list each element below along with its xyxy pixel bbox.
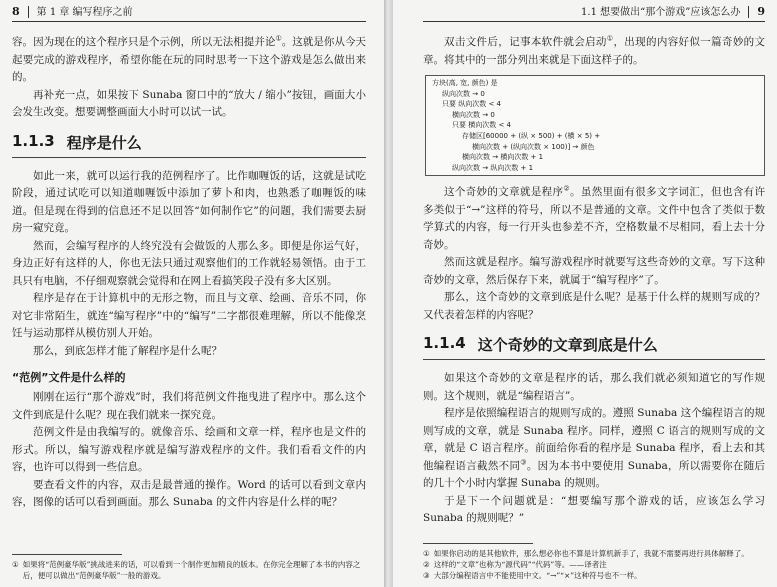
body-paragraph: 那么，到底怎样才能了解程序是什么呢？ xyxy=(33,344,222,357)
code-line: 方块(高, 宽, 颜色) 是 xyxy=(432,79,498,87)
code-line: 横向次数 + (纵向次数 × 100)] → 颜色 xyxy=(472,142,595,151)
body-paragraph: 如果这个奇妙的文章是程序的话，那么我们就必须知道它的写作规则。这个规则，就是“编程语言”。 xyxy=(423,372,765,402)
section-number: 1.1.4 xyxy=(423,334,466,353)
code-line: 横向次数 → 横向次数 + 1 xyxy=(462,153,544,162)
footnote: ② 这样的“文章”也称为“源代码”“代码”等。——译者注 xyxy=(423,560,607,569)
footnote: ① 如果将“范例豪华版”挑战进来的话，可以看到一个制作更加精良的版本。在你完全理解了本书的内容之后，便可以做出“范例豪华版”一般的游戏。 xyxy=(12,560,361,580)
intro-paragraph-2: 再补充一点，如果按下 Sunaba 窗口中的“放大 / 缩小”按钮，画面大小会发生改变。想要调整画面大小时可以试一试。 xyxy=(12,88,366,118)
footnote: ③ 大部分编程语言中不能使用中文。“→”“×”这种符号也不一样。 xyxy=(423,571,642,580)
body-paragraph: 程序是依照编程语言的规则写成的。遵照 Sunaba 这个编程语言的规则写成的文章，就是 Sunaba 程序。同样，遵照 C 语言的规则写成的文章，就是 C 语言程序。前面给你看的程序是 Sunaba 程序，看上去和其他编程语言截然不同③。因为本书中要使用 Sunaba，所以需要你在随后的几十个小时内掌握 Sunaba 的规则。 xyxy=(423,407,766,490)
code-line: 横向次数 → 0 xyxy=(452,110,495,119)
section-title: 程序是什么 xyxy=(66,133,142,152)
body-paragraph: 然而，会编写程序的人终究没有会做饭的人那么多。即便是你运气好，身边正好有这样的人，你也无法只通过观察他们的工作就轻易领悟。由于工具只有电脑，不仔细观察就会觉得和在网上看搞笑段子没有多大区别。 xyxy=(12,239,366,287)
section-heading-1-1-3 xyxy=(12,132,366,158)
body-paragraph: 程序是存在于计算机中的无形之物，而且与文章、绘画、音乐不同，你对它非常陌生，就连“编写程序”中的“编写”二字都很难理解，所以不能像烹饪与运动那样从模仿别人开始。 xyxy=(12,292,366,339)
code-line: 只要 横向次数 < 4 xyxy=(452,121,511,130)
running-section-title: 1.1 想要做出“那个游戏”应该怎么办 xyxy=(581,7,741,18)
body-paragraph: 刚刚在运行“那个游戏”时，我们将范例文件拖曳进了程序中。那么这个文件到底是什么呢？现在我们就来一探究竟。 xyxy=(12,391,366,421)
code-line: 纵向次数 → 纵向次数 + 1 xyxy=(452,163,534,172)
section-title: 这个奇妙的文章到底是什么 xyxy=(477,336,658,355)
right-running-header xyxy=(423,0,765,22)
code-line: 只要 纵向次数 < 4 xyxy=(442,100,501,109)
body-paragraph: 范例文件是由我编写的。就像音乐、绘画和文章一样，程序也是文件的形式。所以，编写游戏程序就是编写游戏程序的文件。我们看看文件的内容，也许可以得到一些信息。 xyxy=(12,426,366,473)
footnote: ① 如果你启动的是其他软件，那么想必你也不算是计算机新手了，我就不需要再进行具体解释了。 xyxy=(423,549,749,558)
body-paragraph: 于是下一个问题就是：“想要编写那个游戏的话，应该怎么学习 Sunaba 的规则呢？” xyxy=(423,494,765,525)
right-page-number: 9 xyxy=(757,5,765,18)
section-number: 1.1.3 xyxy=(12,131,55,150)
left-page xyxy=(0,0,384,587)
right-footnotes xyxy=(393,543,777,581)
header-separator xyxy=(748,6,749,18)
body-paragraph: 双击文件后，记事本软件就会启动①，出现的内容好似一篇奇妙的文章。将其中的一部分列出来就是下面这样子的。 xyxy=(423,34,766,66)
left-running-header xyxy=(12,0,366,22)
code-line: 纵向次数 → 0 xyxy=(442,89,485,98)
body-paragraph: 如此一来，就可以运行我的范例程序了。比作咖喱饭的话，这就是试吃阶段，通过试吃可以知道咖喱饭中添加了萝卜和肉，也熟悉了咖喱饭的味道。但是现在得到的信息还不足以回答“如何制作它”的问题，我们需要去厨房一窥究竟。 xyxy=(12,169,366,234)
right-page xyxy=(393,0,777,587)
book-gutter xyxy=(384,0,393,587)
body-paragraph: 那么，这个奇妙的文章到底是什么呢？是基于什么样的规则写成的？又代表着怎样的内容呢？ xyxy=(423,291,765,321)
body-paragraph: 然而这就是程序。编写游戏程序时就要写这些奇妙的文章。写下这种奇妙的文章，然后保存下来，就属于“编写程序”了。 xyxy=(423,256,765,286)
chapter-title: 第 1 章 编写程序之前 xyxy=(36,7,133,18)
footnote-rule xyxy=(12,554,122,555)
body-paragraph: 要查看文件的内容，双击是最普通的操作。Word 的话可以看到文章内容，图像的话可以看到画面。那么 Sunaba 的文件内容是什么样的呢？ xyxy=(12,478,366,508)
body-paragraph: 这个奇妙的文章就是程序②。虽然里面有很多文字词汇，但也含有许多类似于“→”这样的符号，所以不是普通的文章。文件中包含了类似于数学算式的内容，每一行开头也参差不齐，空格数量不尽相同，看上去十分奇妙。 xyxy=(423,184,766,251)
left-page-number: 8 xyxy=(12,5,20,18)
subsection-heading: “范例”文件是什么样的 xyxy=(12,371,126,384)
header-separator xyxy=(28,6,29,18)
intro-paragraph-1: 容。因为现在的这个程序只是个示例，所以无法相提并论①。这就是你从今天起要完成的游戏程序，希望你能在玩的同时思考一下这个游戏是怎么做出来的。 xyxy=(12,34,367,83)
code-line: 存储区[60000 + (纵 × 500) + (横 × 5) + xyxy=(462,131,601,140)
code-listing xyxy=(425,75,765,176)
footnote-rule xyxy=(423,543,533,544)
section-heading-1-1-4 xyxy=(423,334,765,360)
left-footnotes xyxy=(0,554,384,581)
